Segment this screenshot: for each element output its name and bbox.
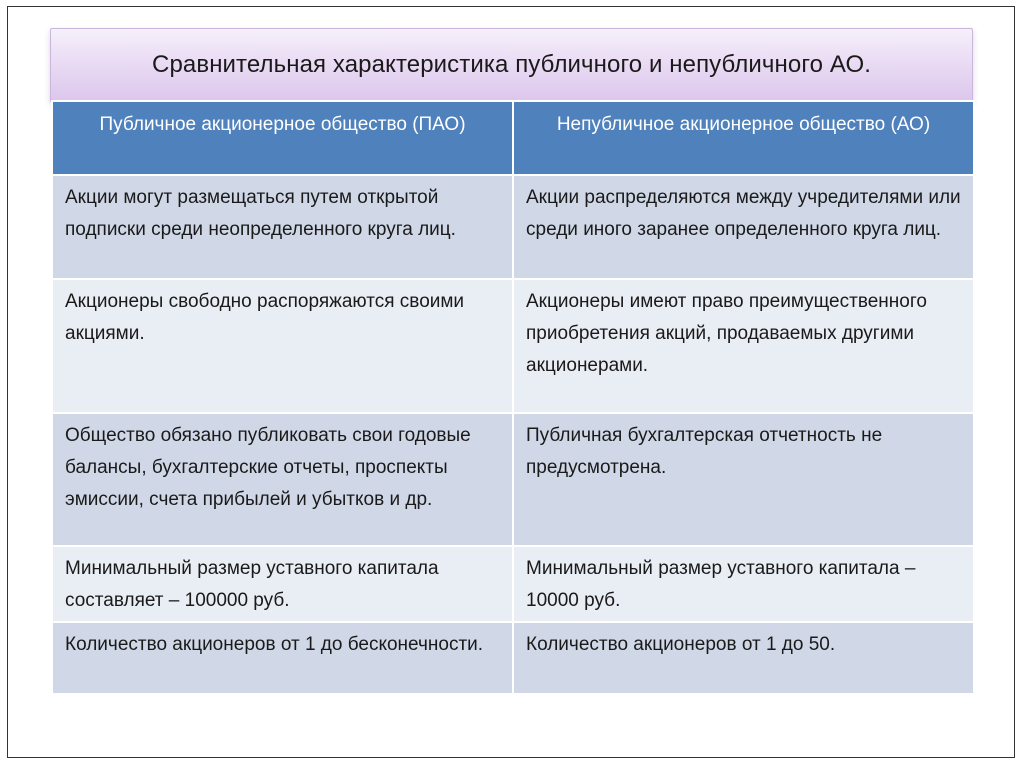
header-ao: Непубличное акционерное общество (АО) — [513, 101, 974, 175]
title-box — [50, 28, 973, 102]
table-header-row — [52, 101, 974, 175]
header-pao: Публичное акционерное общество (ПАО) — [52, 101, 513, 175]
table-row — [52, 175, 974, 279]
cell-ao-reporting: Публичная бухгалтерская отчетность не предусмотрена. — [513, 413, 974, 546]
comparison-table — [51, 100, 975, 695]
table-row — [52, 413, 974, 546]
cell-ao-shares-distribution: Акции распределяются между учредителями или среди иного заранее определенного круга лиц. — [513, 175, 974, 279]
cell-pao-reporting: Общество обязано публиковать свои годовые балансы, бухгалтерские отчеты, проспекты эмиссии, счета прибылей и убытков и др. — [52, 413, 513, 546]
cell-ao-shareholders-rights: Акционеры имеют право преимущественного приобретения акций, продаваемых другими акционерами. — [513, 279, 974, 413]
table-row — [52, 622, 974, 694]
table-row — [52, 279, 974, 413]
cell-ao-shareholders-count: Количество акционеров от 1 до 50. — [513, 622, 974, 694]
slide-title: Сравнительная характеристика публичного и непубличного АО. — [152, 51, 871, 78]
cell-pao-shareholders-rights: Акционеры свободно распоряжаются своими акциями. — [52, 279, 513, 413]
cell-pao-shares-placement: Акции могут размещаться путем открытой подписки среди неопределенного круга лиц. — [52, 175, 513, 279]
cell-pao-shareholders-count: Количество акционеров от 1 до бесконечности. — [52, 622, 513, 694]
cell-pao-capital: Минимальный размер уставного капитала составляет – 100000 руб. — [52, 546, 513, 622]
cell-ao-capital: Минимальный размер уставного капитала – 10000 руб. — [513, 546, 974, 622]
table-row — [52, 546, 974, 622]
